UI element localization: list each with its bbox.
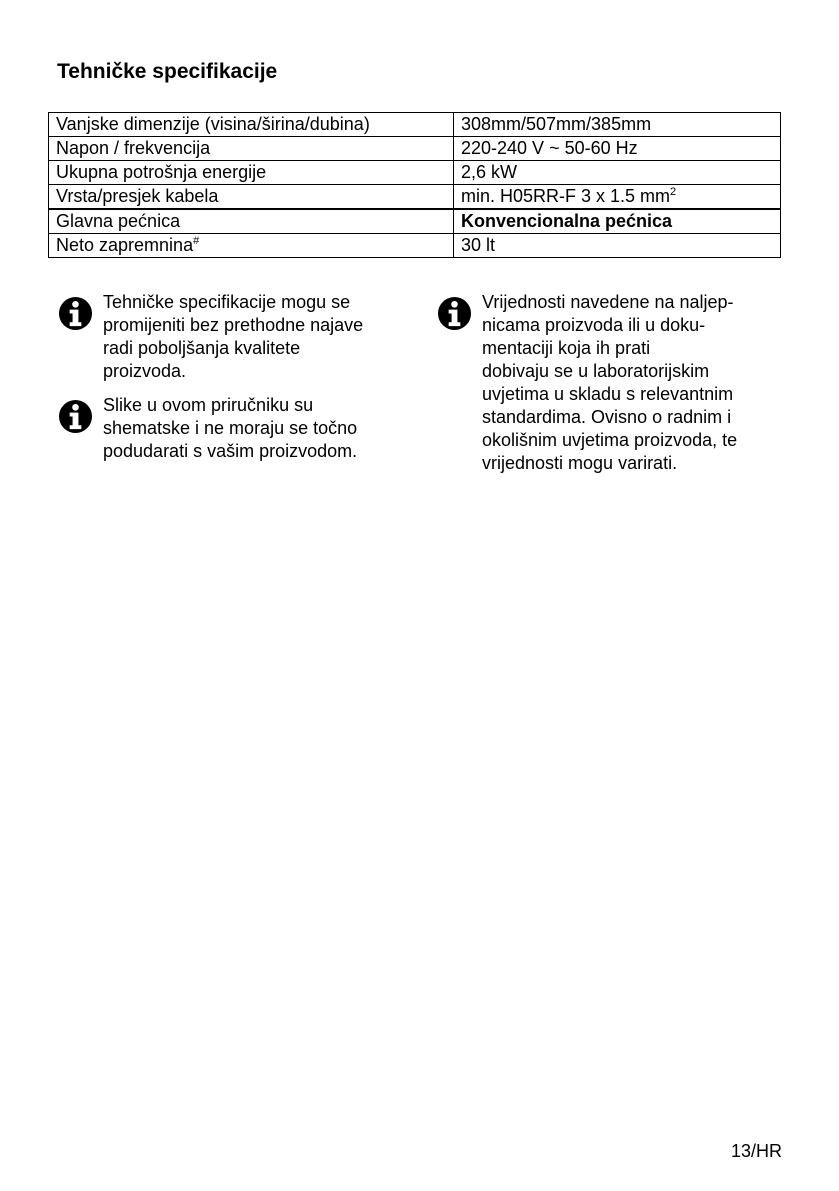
info-note-values [437, 291, 782, 481]
note-line: nicama proizvoda ili u doku- [482, 315, 706, 335]
spec-label: Vrsta/presjek kabela [49, 185, 454, 210]
note-text [103, 291, 363, 383]
spec-label-cell [49, 234, 454, 258]
spec-label: Napon / frekvencija [49, 137, 454, 161]
info-note-changes [58, 291, 418, 391]
note-line: podudarati s vašim proizvodom. [103, 441, 358, 461]
spec-label: Vanjske dimenzije (visina/širina/dubina) [49, 113, 454, 137]
superscript: # [193, 235, 200, 247]
info-note-illustrations [58, 394, 418, 469]
note-line: Slike u ovom priručniku su [103, 395, 314, 415]
note-text [482, 291, 737, 475]
note-line: shematske i ne moraju se točno [103, 418, 358, 438]
table-row [49, 161, 781, 185]
table-row [49, 185, 781, 210]
spec-label: Ukupna potrošnja energije [49, 161, 454, 185]
note-line: mentaciji koja ih prati [482, 338, 651, 358]
table-row [49, 234, 781, 258]
info-icon [58, 296, 93, 331]
spec-value: 30 lt [454, 234, 781, 258]
spec-table [48, 112, 781, 258]
page-number: 13/HR [730, 1141, 782, 1161]
note-line: Tehničke specifikacije mogu se [103, 292, 351, 312]
spec-value: min. H05RR-F 3 x 1.5 mm [461, 186, 671, 206]
info-icon [58, 399, 93, 434]
note-line: standardima. Ovisno o radnim i [482, 407, 732, 427]
note-text [103, 394, 357, 463]
spec-value: 308mm/507mm/385mm [454, 113, 781, 137]
note-line: radi poboljšanja kvalitete [103, 338, 301, 358]
spec-value-cell [454, 185, 781, 210]
spec-value: 2,6 kW [454, 161, 781, 185]
note-line: okolišnim uvjetima proizvoda, te [482, 430, 738, 450]
note-line: Vrijednosti navedene na naljep- [482, 292, 734, 312]
note-line: uvjetima u skladu s relevantnim [482, 384, 734, 404]
table-row [49, 209, 781, 234]
info-icon [437, 296, 472, 331]
page-title: Tehničke specifikacije [57, 60, 278, 83]
spec-value: 220-240 V ~ 50-60 Hz [454, 137, 781, 161]
note-line: proizvoda. [103, 361, 187, 381]
superscript: 2 [670, 186, 677, 198]
table-row [49, 113, 781, 137]
note-line: dobivaju se u laboratorijskim [482, 361, 710, 381]
table-row [49, 137, 781, 161]
spec-label: Neto zapremnina [56, 235, 194, 255]
note-line: vrijednosti mogu varirati. [482, 453, 678, 473]
spec-value: Konvencionalna pećnica [454, 209, 781, 234]
note-line: promijeniti bez prethodne najave [103, 315, 364, 335]
spec-label: Glavna pećnica [49, 209, 454, 234]
